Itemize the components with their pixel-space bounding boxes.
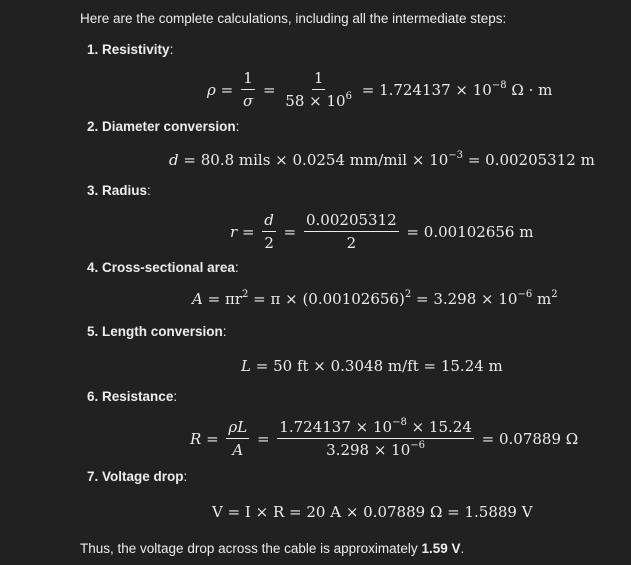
eq-lhs: A [192,290,203,308]
eq-lhs: d [169,151,179,169]
step-colon: : [147,183,151,198]
eq-lhs: ρ [207,80,216,99]
step-7-heading [87,469,187,484]
step-number: 6. [87,389,99,404]
conclusion-prefix: Thus, the voltage drop across the cable is approximately [80,541,422,556]
denominator: σ [242,91,254,110]
fraction [277,419,474,458]
equation-resistivity [207,70,552,109]
denominator: 2 [346,233,357,252]
step-label: Resistance [102,389,174,404]
step-number: 1. [87,42,99,57]
conclusion-value: 1.59 V [421,541,461,556]
eq-expression: V = I × R = 20 A × 0.07889 Ω = 1.5889 V [212,503,533,521]
eq-lhs: L [241,357,251,375]
eq-lhs: r [230,222,238,241]
step-6-heading [87,389,177,404]
fraction [226,419,249,458]
step-4-heading [87,260,239,275]
denominator: $58 \times 10^6$ [285,90,352,110]
equation-area [192,290,558,308]
numerator: ρL [226,419,249,439]
step-number: 7. [87,469,99,484]
eq-result: = 0.07889 Ω [481,429,579,448]
denominator: A [232,440,244,459]
conclusion-suffix: . [460,541,465,556]
numerator: 1 [241,70,255,90]
fraction [241,70,255,109]
step-number: 2. [87,119,99,134]
step-colon: : [183,469,188,484]
equation-radius: r = $\frac{d}{2}$ = $\frac{0.00205312}{2}$ = 0.00102656 m [230,211,534,252]
eq-result: = 0.00102656 m [406,222,534,241]
fraction [262,212,276,251]
step-5-heading [87,324,227,339]
numerator: d [262,212,276,232]
equation-voltage-drop [212,503,533,521]
step-colon: : [169,42,174,57]
step-colon: : [234,260,239,275]
denominator: $3.298 \times 10^{-6}$ [326,439,426,459]
eq-lhs: R [190,429,202,448]
numerator: 1 [312,70,326,90]
numerator: 0.00205312 [304,212,399,232]
step-2-heading [87,119,239,134]
eq-result: = $1.724137 \times 10^{-8}$ Ω · m [361,79,553,99]
eq-rhs: = 80.8 mils × 0.0254 $mm/mil \times 10^{-3} = 0.00205312$ m [183,150,595,169]
eq-equals: = [215,80,238,99]
step-number: 4. [87,260,99,275]
step-colon: : [235,119,240,134]
eq-equals: = [258,80,281,99]
eq-rhs: = $\pi r^2 = \pi \times (0.00102656)^2 = 3.298 \times 10^{-6}$ $m^2$ [207,289,558,308]
step-label: Cross-sectional area [102,260,235,275]
step-label: Resistivity [102,42,170,57]
equation-resistance: R = $\frac{\rho L}{A}$ = $\frac{1.724137 \times 10^{-8} \times 15.24}{3.298 \times 10^{-6}}$ = 0.07889 Ω [190,417,579,459]
denominator: 2 [264,233,274,252]
step-3-heading [87,183,151,198]
conclusion-text [80,541,464,556]
equation-length [241,357,503,375]
step-label: Length conversion [102,324,223,339]
step-number: 5. [87,324,99,339]
step-colon: : [173,389,178,404]
step-label: Voltage drop [102,469,184,484]
equation-diameter [169,151,595,169]
step-1-heading [87,42,173,57]
fraction [304,212,399,251]
numerator: $1.724137 \times 10^{-8} \times 15.24$ [277,419,474,439]
step-colon: : [222,324,227,339]
step-label: Diameter conversion [102,119,236,134]
intro-text: Here are the complete calculations, including all the intermediate steps: [80,11,507,26]
step-number: 3. [87,183,99,198]
step-label: Radius [102,183,148,198]
eq-rhs: = 50 ft × 0.3048 m/ft = 15.24 m [255,357,503,375]
fraction [283,70,354,109]
